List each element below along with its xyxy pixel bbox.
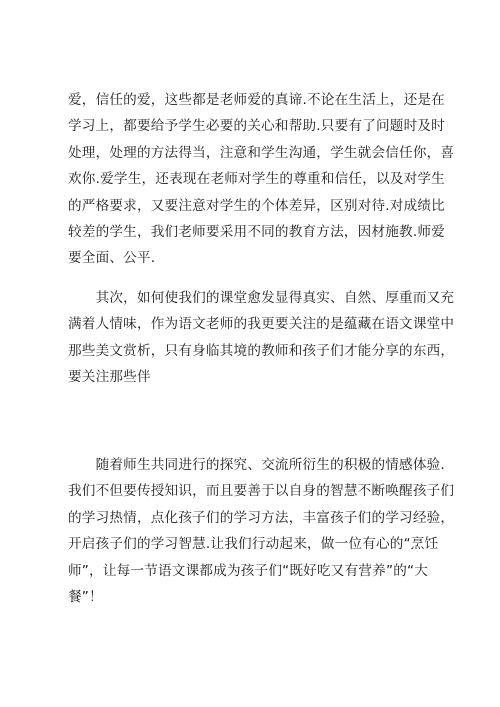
text-line: 要关注那些伴 (68, 369, 151, 386)
text-line: 满着人情味，作为语文老师的我更要关注的是蕴藏在语文课堂中 (68, 316, 455, 333)
text-line: 开启孩子们的学习智慧.让我们行动起来，做一位有心的“烹饪 (68, 536, 439, 553)
text-line: 其次，如何使我们的课堂愈发显得真实、自然、厚重而又充 (68, 290, 455, 306)
text-line: 较差的学生，我们老师要采用不同的教育方法，因材施教.师爱 (68, 223, 445, 240)
text-line: 师”，让每一节语文课都成为孩子们“既好吃又有营养”的“大 (68, 562, 429, 579)
text-line: 随着师生共同进行的探究、交流所衍生的积极的情感体验. (68, 457, 445, 473)
text-line: 欢你.爱学生，还表现在老师对学生的尊重和信任，以及对学生 (68, 171, 445, 188)
text-line: 我们不但要传授知识，而且要善于以自身的智慧不断唤醒孩子们 (68, 483, 455, 500)
text-line: 的学习热情，点化孩子们的学习方法，丰富孩子们的学习经验， (68, 509, 455, 526)
paragraph-learning-experience (68, 452, 455, 610)
text-line: 餐”！ (68, 588, 103, 605)
text-line: 处理，处理的方法得当，注意和学生沟通，学生就会信任你，喜 (68, 144, 455, 161)
paragraph-classroom (68, 285, 455, 391)
text-line: 要全面、公平. (68, 250, 156, 267)
paragraph-teacher-love (68, 87, 455, 272)
text-line: 那些美文赏析，只有身临其境的教师和孩子们才能分享的东西， (68, 342, 455, 359)
text-line: 学习上，都要给予学生必要的关心和帮助.只要有了问题时及时 (68, 118, 445, 135)
text-line: 的严格要求，又要注意对学生的个体差异，区别对待.对成绩比 (68, 197, 445, 214)
text-line: 爱，信任的爱，这些都是老师爱的真谛.不论在生活上，还是在 (68, 92, 445, 108)
